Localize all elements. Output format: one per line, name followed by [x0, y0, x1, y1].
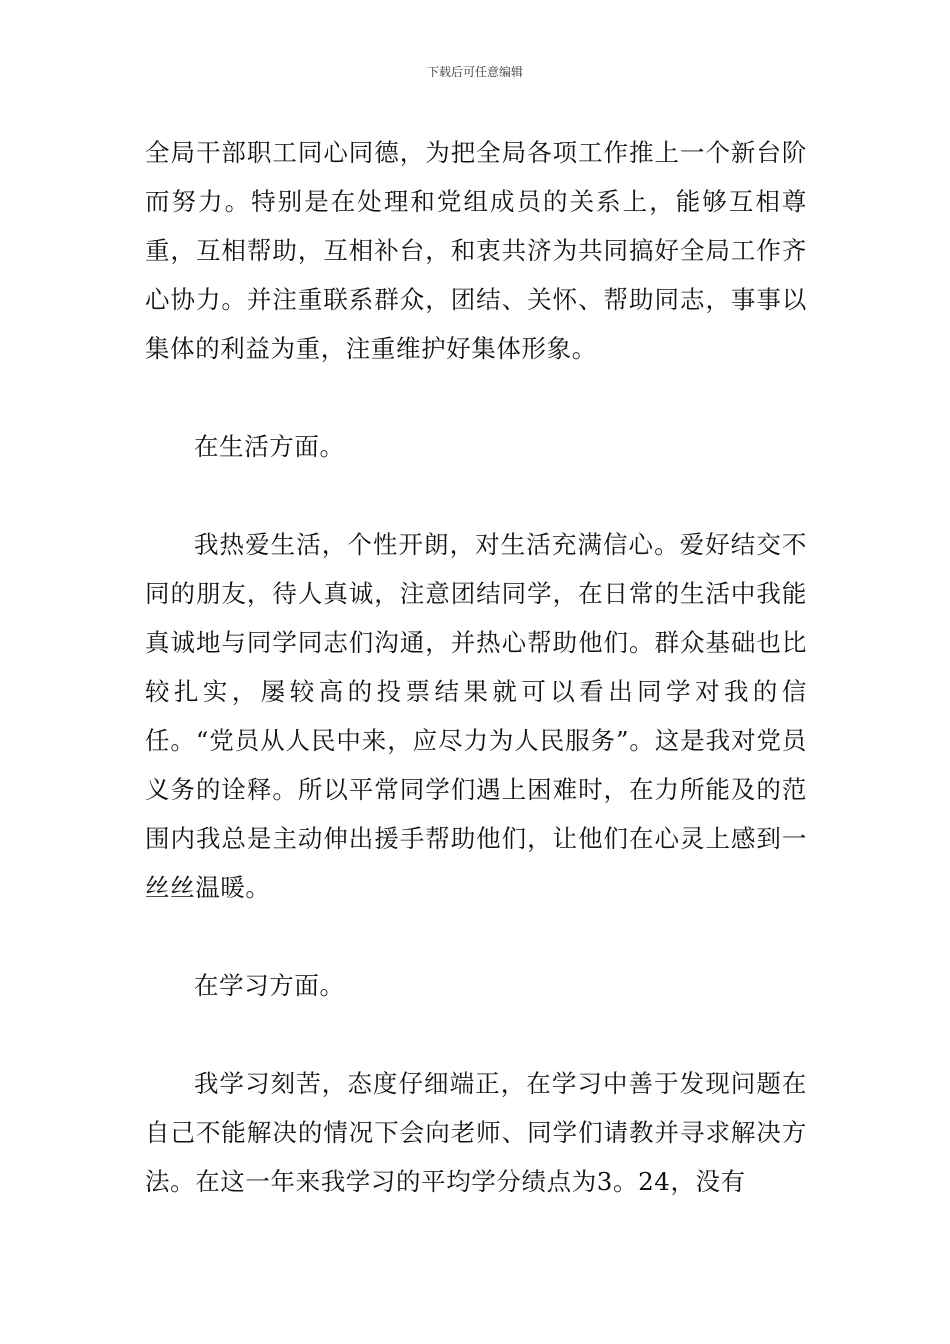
paragraph-teamwork: 全局干部职工同心同德，为把全局各项工作推上一个新台阶而努力。特别是在处理和党组成员的关系上，能够互相尊重，互相帮助，互相补台，和衷共济为共同搞好全局工作齐心协力。并注重联系群众，团结、关怀、帮助同志，事事以集体的利益为重，注重维护好集体形象。 — [145, 138, 807, 363]
heading-life-aspect: 在生活方面。 — [194, 432, 345, 461]
document-body — [145, 128, 807, 1206]
paragraph-gap — [145, 1010, 807, 1059]
paragraph-gap — [145, 373, 807, 422]
heading-study-aspect: 在学习方面。 — [194, 971, 345, 1000]
page-header: 下载后可任意编辑 — [426, 65, 523, 79]
paragraph-gap — [145, 912, 807, 961]
paragraph-life: 我热爱生活，个性开朗，对生活充满信心。爱好结交不同的朋友，待人真诚，注意团结同学，在日常的生活中我能真诚地与同学同志们沟通，并热心帮助他们。群众基础也比较扎实，屡较高的投票结果就可以看出同学对我的信任。“党员从人民中来，应尽力为人民服务”。这是我对党员义务的诠释。所以平常同学们遇上困难时，在力所能及的范围内我总是主动伸出援手帮助他们，让他们在心灵上感到一丝丝温暖。 — [145, 530, 807, 902]
paragraph-study: 我学习刻苦，态度仔细端正，在学习中善于发现问题在自己不能解决的情况下会向老师、同学们请教并寻求解决方法。在这一年来我学习的平均学分绩点为3。24，没有 — [145, 1069, 807, 1196]
paragraph-gap — [145, 471, 807, 520]
